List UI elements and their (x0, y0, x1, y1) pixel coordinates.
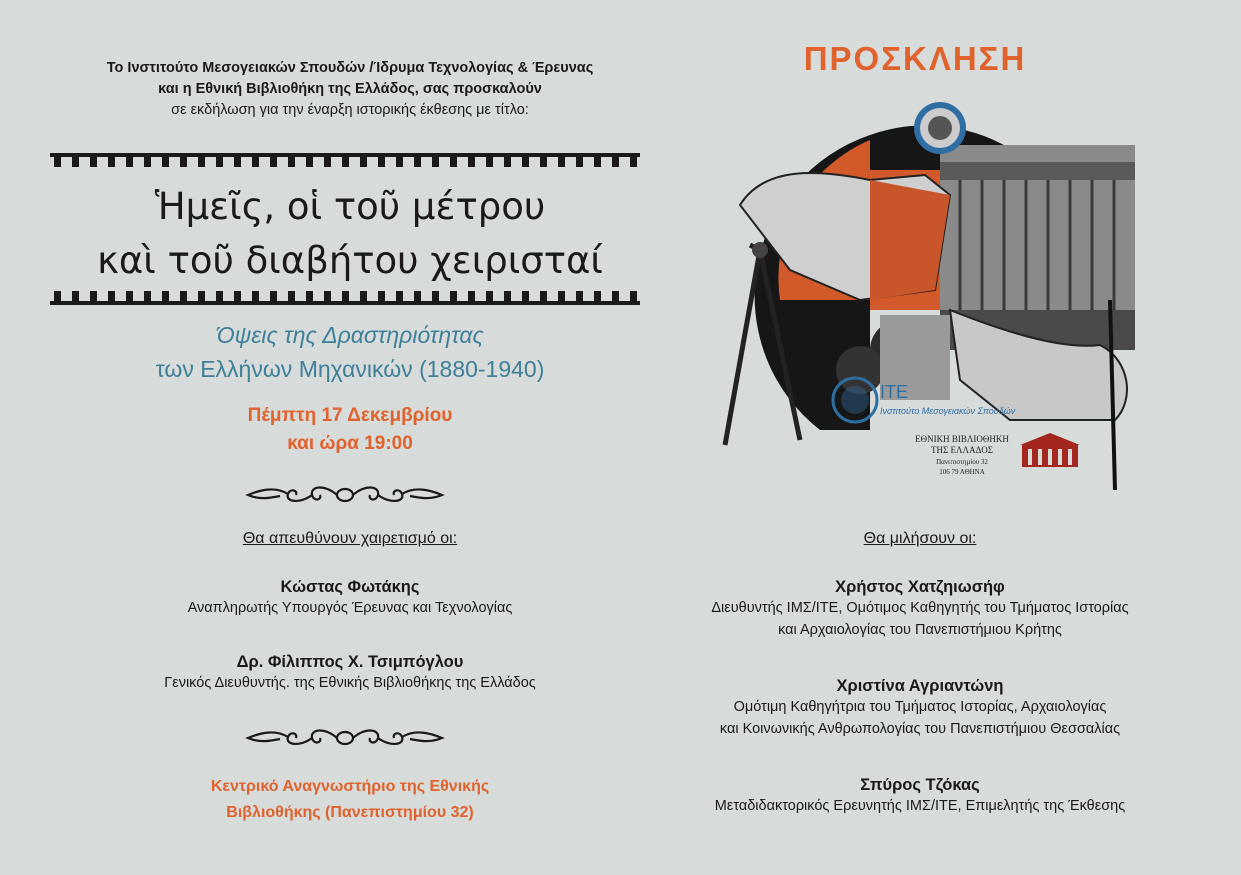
speakers-heading: Θα μιλήσουν οι: (863, 530, 977, 547)
speaker-2-name: Χριστίνα Αγριαντώνη (836, 677, 1004, 695)
library-line-2: ΤΗΣ ΕΛΛΑΔΟΣ (931, 445, 993, 455)
speaker-1-role-2: και Αρχαιολογίας του Πανεπιστήμιου Κρήτης (778, 622, 1062, 638)
exhibition-subtitle (40, 318, 660, 386)
subtitle-line-2: των Ελλήνων Μηχανικών (1880-1940) (155, 356, 545, 382)
greeter-2 (40, 653, 660, 694)
speaker-1 (630, 578, 1210, 641)
speaker-3-role-1: Μεταδιδακτορικός Ερευνητής ΙΜΣ/ΙΤΕ, Επιμελητής της Έκθεσης (714, 798, 1126, 814)
ornament-divider-icon (240, 482, 450, 508)
greeter-1 (40, 578, 660, 619)
date-line-1: Πέμπτη 17 Δεκεμβρίου (247, 405, 453, 426)
library-building-icon (1020, 433, 1080, 467)
title-line-1: Ἡμεῖς, οἱ τοῦ μέτρου (154, 185, 546, 228)
venue (40, 774, 660, 826)
speaker-2-role-2: και Κοινωνικής Ανθρωπολογίας του Πανεπιστήμιου Θεσσαλίας (719, 721, 1121, 737)
exhibition-artwork (720, 100, 1160, 495)
title-line-2: καὶ τοῦ διαβήτου χειρισταί (97, 239, 603, 282)
speaker-2-role-1: Ομότιμη Καθηγήτρια του Τμήματος Ιστορίας, Αρχαιολογίας (733, 699, 1107, 715)
speaker-2 (630, 677, 1210, 740)
ornament-divider-icon (240, 725, 450, 751)
exhibition-title (40, 180, 660, 288)
intro-line-3: σε εκδήλωση για την έναρξη ιστορικής έκθεσης με τίτλο: (171, 102, 529, 118)
greeter-2-role: Γενικός Διευθυντής. της Εθνικής Βιβλιοθήκης της Ελλάδος (164, 675, 536, 691)
venue-line-2: Βιβλιοθήκης (Πανεπιστημίου 32) (226, 804, 474, 821)
intro-line-1: Το Ινστιτούτο Μεσογειακών Σπουδών /Ίδρυμα Τεχνολογίας & Έρευνας (106, 60, 594, 76)
library-line-1: ΕΘΝΙΚΗ ΒΙΒΛΙΟΘΗΚΗ (915, 434, 1009, 444)
invitation-heading: ΠΡΟΣΚΛΗΣΗ (803, 40, 1027, 77)
speaker-3 (630, 776, 1210, 817)
venue-line-1: Κεντρικό Αναγνωστήριο της Εθνικής (210, 778, 490, 795)
subtitle-line-1: Όψεις της Δραστηριότητας (216, 322, 484, 348)
greeter-1-role: Αναπληρωτής Υπουργός Έρευνας και Τεχνολογίας (187, 600, 513, 616)
library-line-4: 106 79 ΑΘΗΝΑ (939, 468, 985, 476)
top-rule (50, 153, 640, 167)
date-line-2: και ώρα 19:00 (287, 433, 413, 454)
speaker-3-name: Σπύρος Τζόκας (860, 776, 980, 794)
ite-logo-text: ΙΤΕ (880, 382, 909, 402)
intro-line-2: και η Εθνική Βιβλιοθήκη της Ελλάδος, σας προσκαλούν (158, 81, 542, 97)
greeter-1-name: Κώστας Φωτάκης (280, 578, 420, 596)
ite-logo-subtitle: Ινστιτούτο Μεσογειακών Σπουδών (880, 406, 1016, 416)
greetings-heading: Θα απευθύνουν χαιρετισμό οι: (242, 530, 458, 547)
speaker-1-name: Χρήστος Χατζηιωσήφ (835, 578, 1005, 596)
bottom-rule (50, 291, 640, 305)
library-line-3: Πανεπιστημίου 32 (936, 458, 988, 466)
greeter-2-name: Δρ. Φίλιππος Χ. Τσιμπόγλου (236, 653, 464, 671)
speaker-1-role-1: Διευθυντής ΙΜΣ/ΙΤΕ, Ομότιμος Καθηγητής του Τμήματος Ιστορίας (711, 600, 1129, 616)
event-date (40, 402, 660, 458)
intro-text (40, 58, 660, 121)
